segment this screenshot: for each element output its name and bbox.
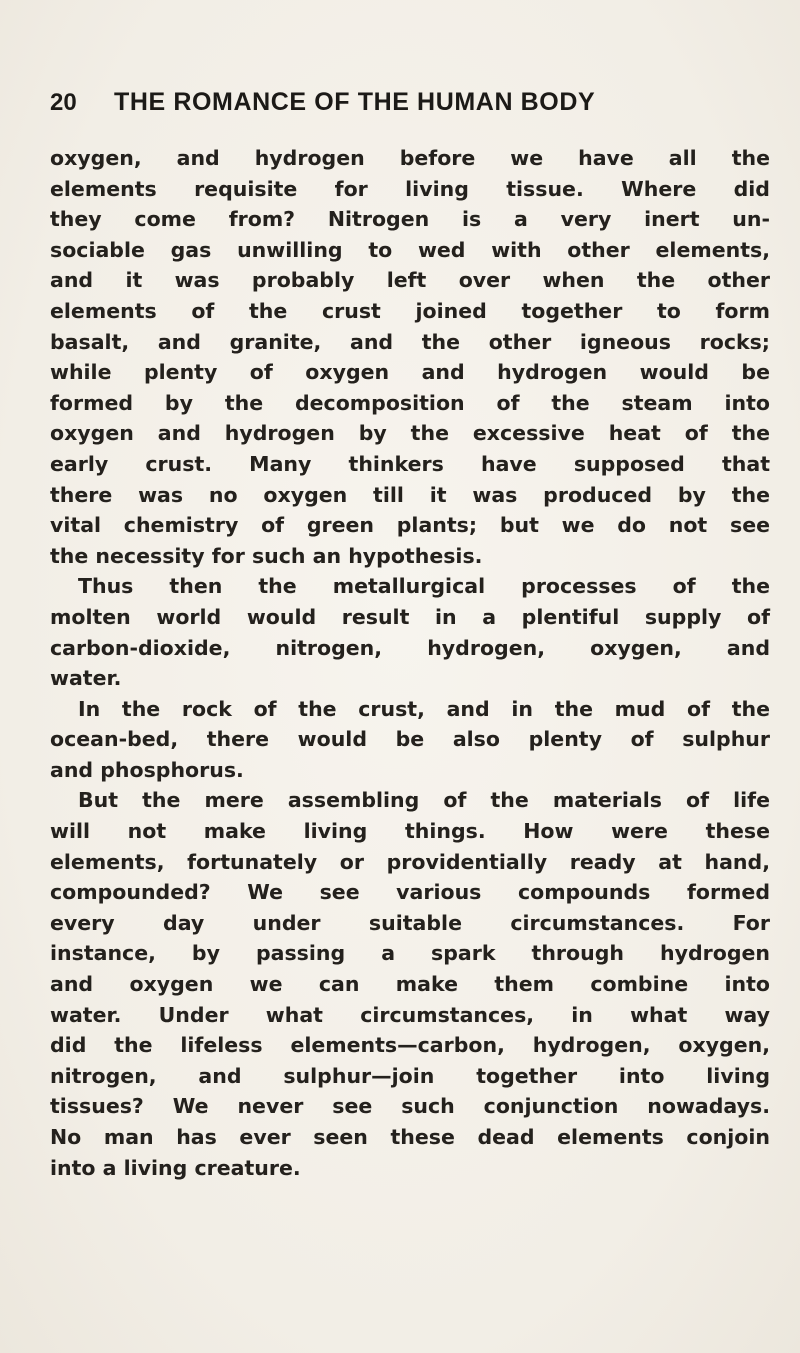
running-title: THE ROMANCE OF THE HUMAN BODY xyxy=(114,88,596,116)
text-line: oxygen, and hydrogen before we have all the xyxy=(50,146,770,170)
text-line: elements requisite for living tissue. Where did xyxy=(50,176,770,201)
text-line: elements of the crust joined together to form xyxy=(50,298,770,323)
text-line: every day under suitable circumstances. For xyxy=(50,910,770,935)
text-line: Thus then the metallurgical processes of the xyxy=(78,574,770,599)
text-line: while plenty of oxygen and hydrogen would be xyxy=(50,360,770,385)
text-line: they come from? Nitrogen is a very inert un- xyxy=(50,207,770,232)
text-line: did the lifeless elements—carbon, hydrogen, oxygen, xyxy=(50,1033,770,1058)
text-line: molten world would result in a plentiful supply of xyxy=(50,604,770,629)
text-line: But the mere assembling of the materials of life xyxy=(78,788,770,813)
text-line: nitrogen, and sulphur—join together into living xyxy=(50,1063,770,1088)
text-line: carbon-dioxide, nitrogen, hydrogen, oxygen, and xyxy=(50,635,770,660)
text-line: instance, by passing a spark through hydrogen xyxy=(50,941,770,966)
text-line: water. Under what circumstances, in what way xyxy=(50,1002,770,1027)
text-line: basalt, and granite, and the other igneous rocks; xyxy=(50,329,770,354)
body-text xyxy=(50,143,770,1183)
text-line: into a living creature. xyxy=(50,1155,301,1180)
text-line: compounded? We see various compounds formed xyxy=(50,880,770,905)
text-line: there was no oxygen till it was produced by the xyxy=(50,482,770,507)
text-line: elements, fortunately or providentially ready at hand, xyxy=(50,849,770,874)
text-line: and phosphorus. xyxy=(50,757,244,782)
page-header xyxy=(50,88,770,118)
text-line: early crust. Many thinkers have supposed that xyxy=(50,451,770,476)
text-line: oxygen and hydrogen by the excessive heat of the xyxy=(50,421,770,446)
page-number: 20 xyxy=(50,89,77,116)
text-line: formed by the decomposition of the steam into xyxy=(50,390,770,415)
text-line: No man has ever seen these dead elements conjoin xyxy=(50,1125,770,1149)
text-line: ocean-bed, there would be also plenty of sulphur xyxy=(50,727,770,752)
text-line: water. xyxy=(50,666,122,691)
text-line: tissues? We never see such conjunction nowadays. xyxy=(50,1094,770,1119)
text-line: and oxygen we can make them combine into xyxy=(50,972,770,997)
text-line: and it was probably left over when the other xyxy=(50,268,770,293)
text-line: the necessity for such an hypothesis. xyxy=(50,543,483,568)
text-line: vital chemistry of green plants; but we do not see xyxy=(50,513,770,538)
text-line: sociable gas unwilling to wed with other elements, xyxy=(50,237,770,262)
text-line: will not make living things. How were these xyxy=(50,819,770,844)
text-line: In the rock of the crust, and in the mud of the xyxy=(78,696,770,721)
